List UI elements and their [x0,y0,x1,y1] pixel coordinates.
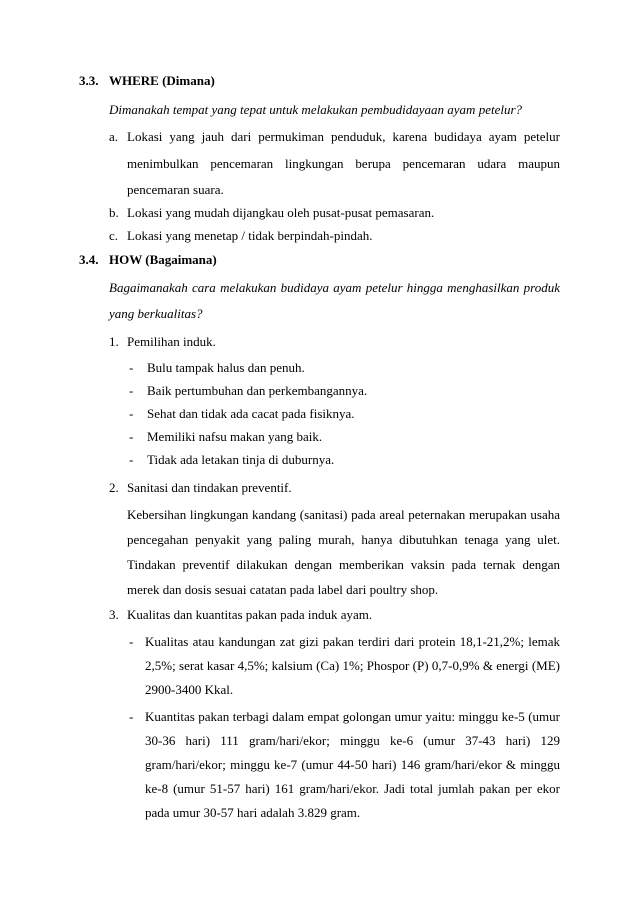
bullet-text: Tidak ada letakan tinja di duburnya. [147,452,335,467]
point-3-bullet-2-line-3: gram/hari/ekor; minggu ke-7 (umur 44-50 hari) 146 gram/hari/ekor & minggu [145,757,560,772]
section-3-4-number: 3.4. [79,252,99,267]
bullet-text: Sehat dan tidak ada cacat pada fisiknya. [147,406,355,421]
bullet-text: Bulu tampak halus dan penuh. [147,360,305,375]
point-2-marker: 2. [109,480,119,495]
bullet-dash: - [129,452,134,467]
section-3-4-question-line-2: yang berkualitas? [109,306,203,321]
point-2-para-line-2: pencegahan penyakit yang paling murah, hanya dibutuhkan tenaga yang ulet. [127,532,560,547]
point-2-para-line-4: merek dan dosis sesuai catatan pada label dari poultry shop. [127,582,439,597]
point-3-bullet-1-line-3: 2900-3400 Kkal. [145,682,234,697]
item-b-text: Lokasi yang mudah dijangkau oleh pusat-pusat pemasaran. [127,205,435,220]
point-3-bullet-1-line-2: 2,5%; serat kasar 4,5%; kalsium (Ca) 1%; Phospor (P) 0,7-0,9% & energi (ME) [145,658,560,673]
item-a-line-1: Lokasi yang jauh dari permukiman penduduk, karena budidaya ayam petelur [127,129,560,144]
point-2-title: Sanitasi dan tindakan preventif. [127,480,292,495]
section-3-4-question-line-1: Bagaimanakah cara melakukan budidaya ayam petelur hingga menghasilkan produk [109,280,560,295]
item-a-marker: a. [109,129,119,144]
item-c-marker: c. [109,228,119,243]
point-3-bullet-1-line-1: Kualitas atau kandungan zat gizi pakan terdiri dari protein 18,1-21,2%; lemak [145,634,560,649]
bullet-dash: - [129,634,134,649]
point-3-bullet-2-line-2: 30-36 hari) 111 gram/hari/ekor; minggu ke-6 (umur 37-43 hari) 129 [145,733,560,748]
item-c-text: Lokasi yang menetap / tidak berpindah-pindah. [127,228,373,243]
bullet-dash: - [129,383,134,398]
item-a-line-3: pencemaran suara. [127,182,224,197]
point-1-title: Pemilihan induk. [127,334,216,349]
bullet-dash: - [129,429,134,444]
section-3-3-title: WHERE (Dimana) [109,73,215,88]
item-a-line-2: menimbulkan pencemaran lingkungan berupa pencemaran udara maupun [127,156,560,171]
point-1-marker: 1. [109,334,119,349]
point-3-marker: 3. [109,607,119,622]
section-3-3-question: Dimanakah tempat yang tepat untuk melakukan pembudidayaan ayam petelur? [109,102,523,117]
item-b-marker: b. [109,205,119,220]
bullet-dash: - [129,360,134,375]
point-2-para-line-3: Tindakan preventif dilakukan dengan memberikan vaksin pada ternak dengan [127,557,560,572]
bullet-text: Baik pertumbuhan dan perkembangannya. [147,383,368,398]
bullet-dash: - [129,709,134,724]
bullet-text: Memiliki nafsu makan yang baik. [147,429,323,444]
point-3-bullet-2-line-5: pada umur 30-57 hari adalah 3.829 gram. [145,805,361,820]
point-3-bullet-2-line-4: ke-8 (umur 51-57 hari) 161 gram/hari/ekor. Jadi total jumlah pakan per ekor [145,781,560,796]
section-3-4-title: HOW (Bagaimana) [109,252,217,267]
point-2-para-line-1: Kebersihan lingkungan kandang (sanitasi) pada areal peternakan merupakan usaha [127,507,560,522]
point-3-title: Kualitas dan kuantitas pakan pada induk ayam. [127,607,373,622]
point-3-bullet-2-line-1: Kuantitas pakan terbagi dalam empat golongan umur yaitu: minggu ke-5 (umur [145,709,560,724]
bullet-dash: - [129,406,134,421]
section-3-3-number: 3.3. [79,73,99,88]
